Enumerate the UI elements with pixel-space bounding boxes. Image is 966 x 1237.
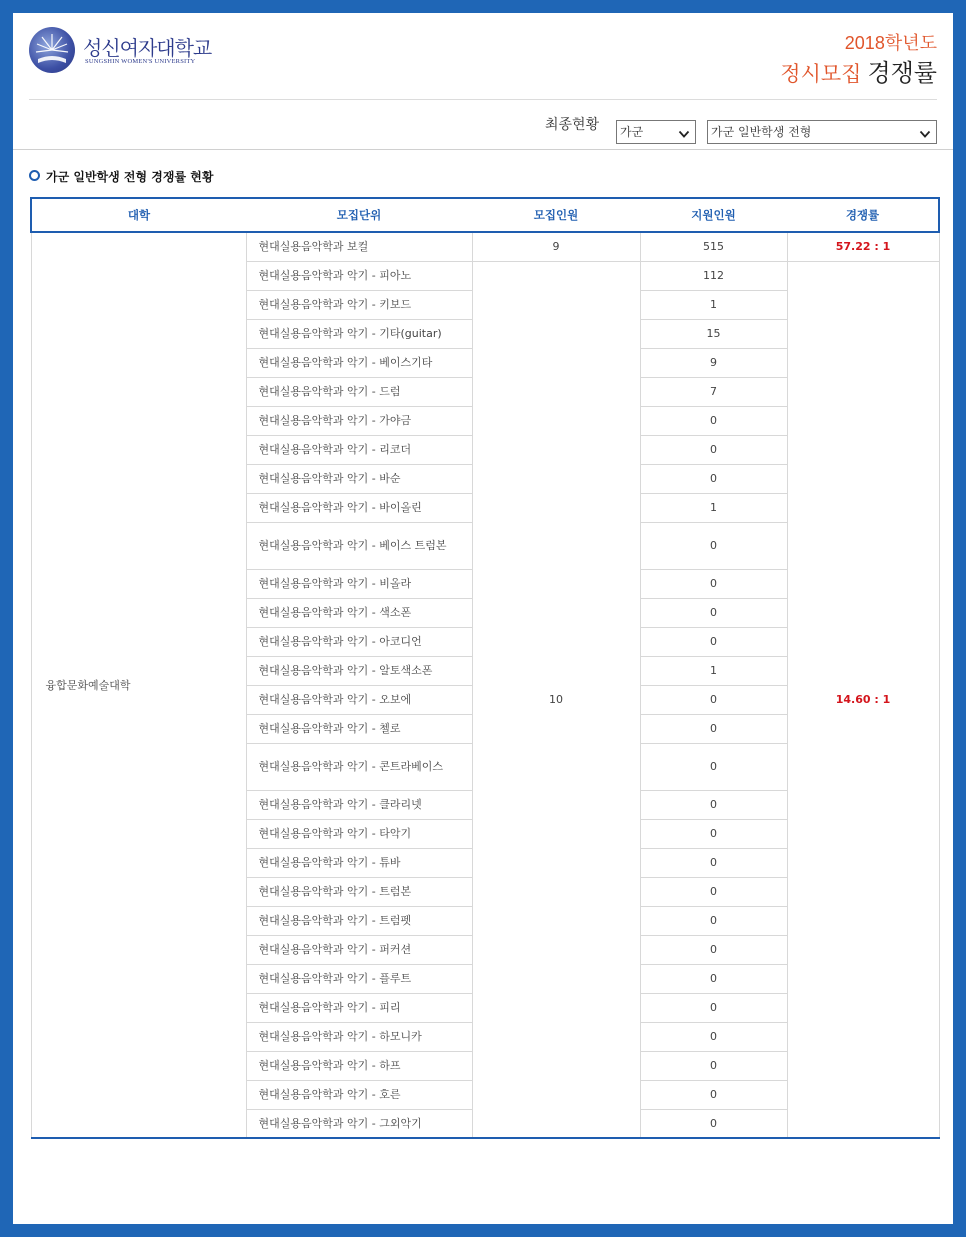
unit-cell: 현대실용음악학과 악기 - 트럼본 bbox=[246, 877, 472, 906]
filter-bar bbox=[13, 107, 953, 137]
unit-cell: 현대실용음악학과 악기 - 드럼 bbox=[246, 377, 472, 406]
applicants-cell: 0 bbox=[640, 714, 787, 743]
header bbox=[13, 13, 953, 99]
unit-cell: 현대실용음악학과 악기 - 아코디언 bbox=[246, 627, 472, 656]
unit-cell: 현대실용음악학과 악기 - 색소폰 bbox=[246, 598, 472, 627]
applicants-cell: 0 bbox=[640, 906, 787, 935]
unit-cell: 현대실용음악학과 악기 - 클라리넷 bbox=[246, 790, 472, 819]
applicants-cell: 0 bbox=[640, 435, 787, 464]
unit-cell: 현대실용음악학과 악기 - 바순 bbox=[246, 464, 472, 493]
unit-cell: 현대실용음악학과 악기 - 오보에 bbox=[246, 685, 472, 714]
group-select-value: 가군 bbox=[620, 125, 644, 139]
unit-cell: 현대실용음악학과 악기 - 베이스기타 bbox=[246, 348, 472, 377]
unit-cell: 현대실용음악학과 악기 - 베이스 트럼본 bbox=[246, 522, 472, 569]
unit-cell: 현대실용음악학과 악기 - 플루트 bbox=[246, 964, 472, 993]
recruit-cell: 10 bbox=[472, 261, 640, 1138]
table-row bbox=[31, 232, 939, 261]
header-unit: 모집단위 bbox=[246, 198, 472, 232]
applicants-cell: 0 bbox=[640, 1022, 787, 1051]
applicants-cell: 0 bbox=[640, 993, 787, 1022]
applicants-cell: 515 bbox=[640, 232, 787, 261]
applicants-cell: 0 bbox=[640, 464, 787, 493]
applicants-cell: 0 bbox=[640, 1051, 787, 1080]
applicants-cell: 0 bbox=[640, 743, 787, 790]
logo-name-en: SUNGSHIN WOMEN'S UNIVERSITY bbox=[85, 58, 196, 65]
unit-cell: 현대실용음악학과 보컬 bbox=[246, 232, 472, 261]
section-title-text: 가군 일반학생 전형 경쟁률 현황 bbox=[46, 170, 214, 184]
unit-cell: 현대실용음악학과 악기 - 기타(guitar) bbox=[246, 319, 472, 348]
type-select-value: 가군 일반학생 전형 bbox=[711, 125, 812, 139]
applicants-cell: 0 bbox=[640, 1080, 787, 1109]
applicants-cell: 0 bbox=[640, 877, 787, 906]
unit-cell: 현대실용음악학과 악기 - 리코더 bbox=[246, 435, 472, 464]
year-label: 2018학년도 bbox=[844, 33, 937, 53]
group-select[interactable] bbox=[616, 120, 696, 144]
header-college: 대학 bbox=[31, 198, 246, 232]
type-select[interactable] bbox=[707, 120, 937, 144]
unit-cell: 현대실용음악학과 악기 - 바이올린 bbox=[246, 493, 472, 522]
applicants-cell: 0 bbox=[640, 790, 787, 819]
applicants-cell: 0 bbox=[640, 1109, 787, 1138]
applicants-cell: 0 bbox=[640, 406, 787, 435]
applicants-cell: 0 bbox=[640, 598, 787, 627]
applicants-cell: 0 bbox=[640, 569, 787, 598]
unit-cell: 현대실용음악학과 악기 - 피리 bbox=[246, 993, 472, 1022]
unit-cell: 현대실용음악학과 악기 - 키보드 bbox=[246, 290, 472, 319]
applicants-cell: 1 bbox=[640, 493, 787, 522]
recruit-cell: 9 bbox=[472, 232, 640, 261]
header-rate: 경쟁률 bbox=[787, 198, 939, 232]
applicants-cell: 1 bbox=[640, 656, 787, 685]
unit-cell: 현대실용음악학과 악기 - 피아노 bbox=[246, 261, 472, 290]
applicants-cell: 0 bbox=[640, 964, 787, 993]
unit-cell: 현대실용음악학과 악기 - 첼로 bbox=[246, 714, 472, 743]
rate-cell: 14.60 : 1 bbox=[787, 261, 939, 1138]
page-title bbox=[780, 53, 937, 88]
chevron-down-icon bbox=[678, 125, 690, 147]
unit-cell: 현대실용음악학과 악기 - 가야금 bbox=[246, 406, 472, 435]
chevron-down-icon bbox=[919, 125, 931, 147]
page-title-prefix: 정시모집 bbox=[780, 63, 862, 86]
table-body bbox=[31, 232, 939, 1138]
filter-divider bbox=[13, 149, 953, 150]
applicants-cell: 1 bbox=[640, 290, 787, 319]
unit-cell: 현대실용음악학과 악기 - 비올라 bbox=[246, 569, 472, 598]
filter-label: 최종현황 bbox=[545, 117, 600, 133]
header-divider bbox=[29, 99, 937, 100]
applicants-cell: 7 bbox=[640, 377, 787, 406]
unit-cell: 현대실용음악학과 악기 - 타악기 bbox=[246, 819, 472, 848]
circle-bullet-icon bbox=[29, 170, 40, 181]
unit-cell: 현대실용음악학과 악기 - 튜바 bbox=[246, 848, 472, 877]
unit-cell: 현대실용음악학과 악기 - 콘트라베이스 bbox=[246, 743, 472, 790]
page-frame bbox=[13, 13, 953, 1224]
applicants-cell: 9 bbox=[640, 348, 787, 377]
applicants-cell: 15 bbox=[640, 319, 787, 348]
table-header-row bbox=[31, 198, 939, 232]
competition-rate-table bbox=[30, 197, 940, 1139]
unit-cell: 현대실용음악학과 악기 - 하프 bbox=[246, 1051, 472, 1080]
unit-cell: 현대실용음악학과 악기 - 그외악기 bbox=[246, 1109, 472, 1138]
page-title-main: 경쟁률 bbox=[867, 60, 937, 87]
rate-cell: 57.22 : 1 bbox=[787, 232, 939, 261]
applicants-cell: 0 bbox=[640, 522, 787, 569]
applicants-cell: 0 bbox=[640, 819, 787, 848]
unit-cell: 현대실용음악학과 악기 - 퍼커션 bbox=[246, 935, 472, 964]
university-emblem-icon[interactable] bbox=[29, 27, 75, 73]
unit-cell: 현대실용음악학과 악기 - 하모니카 bbox=[246, 1022, 472, 1051]
unit-cell: 현대실용음악학과 악기 - 호른 bbox=[246, 1080, 472, 1109]
section-title bbox=[29, 166, 213, 184]
applicants-cell: 0 bbox=[640, 935, 787, 964]
unit-cell: 현대실용음악학과 악기 - 트럼펫 bbox=[246, 906, 472, 935]
header-applicants: 지원인원 bbox=[640, 198, 787, 232]
applicants-cell: 0 bbox=[640, 685, 787, 714]
applicants-cell: 0 bbox=[640, 627, 787, 656]
header-recruit: 모집인원 bbox=[472, 198, 640, 232]
unit-cell: 현대실용음악학과 악기 - 알토색소폰 bbox=[246, 656, 472, 685]
applicants-cell: 0 bbox=[640, 848, 787, 877]
applicants-cell: 112 bbox=[640, 261, 787, 290]
college-cell: 융합문화예술대학 bbox=[31, 232, 246, 1138]
logo-name-kr[interactable]: 성신여자대학교 bbox=[83, 36, 212, 60]
